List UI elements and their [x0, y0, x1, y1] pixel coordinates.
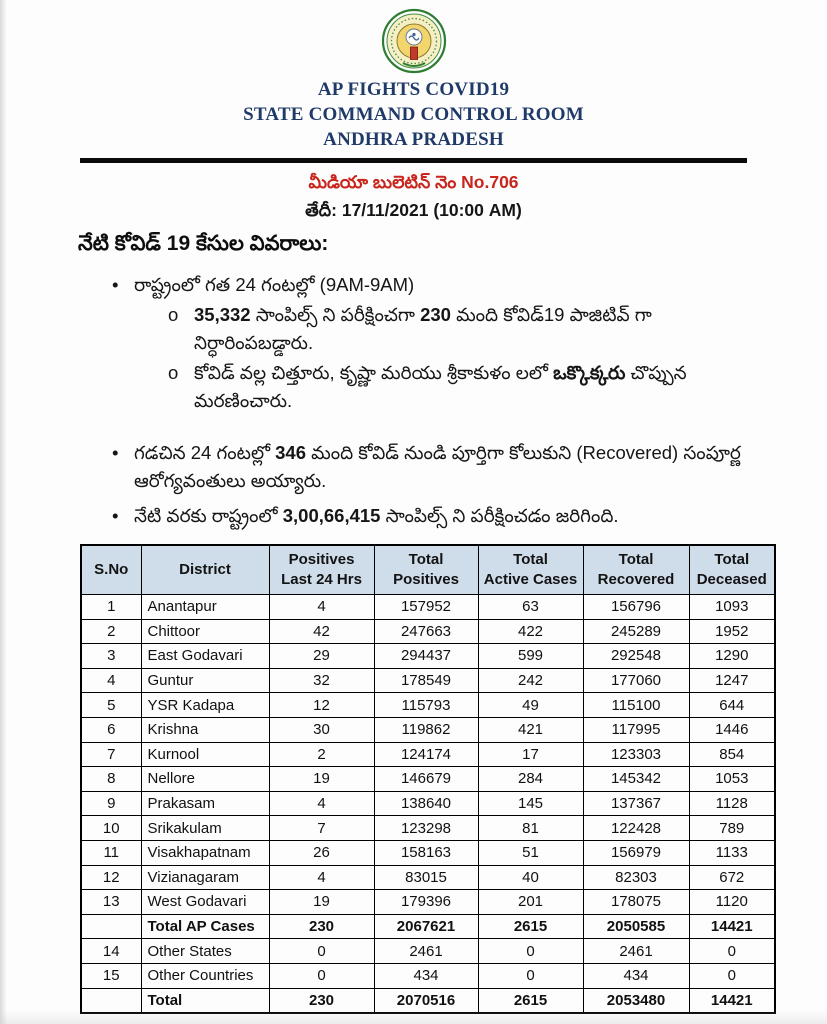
cell-total-positives: 123298: [374, 816, 478, 841]
cell-total-deceased: 1952: [689, 619, 775, 644]
cell-total-deceased: 14421: [689, 914, 775, 939]
cell-total-deceased: 1093: [689, 595, 775, 620]
cell-total-active: 422: [478, 619, 583, 644]
cell-sno: 4: [81, 668, 141, 693]
cell-total-deceased: 1120: [689, 890, 775, 915]
cell-total-positives: 157952: [374, 595, 478, 620]
cell-total-positives: 247663: [374, 619, 478, 644]
cell-total-recovered: 434: [583, 963, 689, 988]
cell-total-active: 2615: [478, 914, 583, 939]
cell-total-positives: 2067621: [374, 914, 478, 939]
title-line-2: STATE COMMAND CONTROL ROOM: [243, 104, 584, 125]
cell-total-recovered: 156796: [583, 595, 689, 620]
cell-total-deceased: 854: [689, 742, 775, 767]
bullet-dot-marker: •: [112, 505, 119, 526]
cell-total-deceased: 1290: [689, 644, 775, 669]
cell-positives-24h: 26: [269, 840, 374, 865]
cell-total-deceased: 789: [689, 816, 775, 841]
table-row: [81, 693, 775, 718]
cell-total-active: 40: [478, 865, 583, 890]
cell-total-positives: 179396: [374, 890, 478, 915]
cell-total-recovered: 115100: [583, 693, 689, 718]
page-bottom-shadow: [0, 1010, 827, 1024]
media-bulletin-number: మీడియా బులెటిన్ నెం No.706: [308, 172, 519, 192]
cell-positives-24h: 12: [269, 693, 374, 718]
cell-district: Total AP Cases: [141, 914, 269, 939]
cell-total-deceased: 1446: [689, 717, 775, 742]
cell-sno: 3: [81, 644, 141, 669]
cell-total-positives: 115793: [374, 693, 478, 718]
cell-total-active: 63: [478, 595, 583, 620]
col-header-total-deceased: Total Deceased: [689, 545, 775, 595]
cell-district: Total: [141, 988, 269, 1013]
cell-sno: 9: [81, 791, 141, 816]
cell-sno: 6: [81, 717, 141, 742]
table-row: [81, 644, 775, 669]
cell-district: East Godavari: [141, 644, 269, 669]
cell-total-recovered: 2053480: [583, 988, 689, 1013]
cell-total-recovered: 117995: [583, 717, 689, 742]
cell-sno: 13: [81, 890, 141, 915]
table-header: [81, 545, 775, 595]
col-header-total-recovered: Total Recovered: [583, 545, 689, 595]
cell-total-positives: 124174: [374, 742, 478, 767]
table-row: [81, 939, 775, 964]
cell-total-active: 421: [478, 717, 583, 742]
cell-total-recovered: 2050585: [583, 914, 689, 939]
cell-district: Other Countries: [141, 963, 269, 988]
cell-sno: [81, 914, 141, 939]
cell-total-deceased: 14421: [689, 988, 775, 1013]
cell-total-positives: 434: [374, 963, 478, 988]
table-row: [81, 767, 775, 792]
table-row: [81, 619, 775, 644]
bullet-text: నేటి వరకు రాష్ట్రంలో 3,00,66,415 సాంపిల్స్ ని పరీక్షించడం జరిగింది.: [134, 505, 619, 526]
cell-positives-24h: 7: [269, 816, 374, 841]
cell-positives-24h: 19: [269, 767, 374, 792]
cell-total-deceased: 1133: [689, 840, 775, 865]
cell-total-positives: 294437: [374, 644, 478, 669]
cell-positives-24h: 19: [269, 890, 374, 915]
cell-district: Visakhapatnam: [141, 840, 269, 865]
cell-district: Other States: [141, 939, 269, 964]
table-row: [81, 717, 775, 742]
bullet-circle-marker: o: [168, 362, 179, 383]
title-line-1: AP FIGHTS COVID19: [317, 79, 510, 100]
cell-district: Krishna: [141, 717, 269, 742]
cell-total-deceased: 672: [689, 865, 775, 890]
bullet-recovered-24h: [112, 439, 827, 495]
cell-total-positives: 2070516: [374, 988, 478, 1013]
col-header-sno: S.No: [81, 545, 141, 595]
bullet-deaths-districts: [168, 359, 827, 415]
cell-total-positives: 158163: [374, 840, 478, 865]
table-row: [81, 890, 775, 915]
bullet-text: రాష్ట్రంలో గత 24 గంటల్లో (9AM-9AM): [134, 274, 415, 295]
cell-total-active: 17: [478, 742, 583, 767]
cell-total-active: 2615: [478, 988, 583, 1013]
cell-total-recovered: 177060: [583, 668, 689, 693]
table-row: [81, 914, 775, 939]
table-row: [81, 816, 775, 841]
cell-total-active: 201: [478, 890, 583, 915]
cell-positives-24h: 32: [269, 668, 374, 693]
cell-total-deceased: 0: [689, 963, 775, 988]
cell-sno: 7: [81, 742, 141, 767]
cell-sno: 14: [81, 939, 141, 964]
cell-sno: 1: [81, 595, 141, 620]
cell-total-active: 81: [478, 816, 583, 841]
cell-total-positives: 138640: [374, 791, 478, 816]
cell-sno: 5: [81, 693, 141, 718]
cell-total-positives: 119862: [374, 717, 478, 742]
bullet-last24h: [112, 271, 827, 299]
cell-total-recovered: 2461: [583, 939, 689, 964]
cell-total-positives: 178549: [374, 668, 478, 693]
bulletin-header: [0, 0, 827, 152]
bullet-text: గడచిన 24 గంటల్లో 346 మంది కోవిడ్ నుండి పూర్తిగా కోలుకుని (Recovered) సంపూర్ణ ఆరోగ్యవంతులు అయ్యారు.: [134, 442, 741, 491]
cell-total-recovered: 82303: [583, 865, 689, 890]
cell-district: Anantapur: [141, 595, 269, 620]
cell-positives-24h: 30: [269, 717, 374, 742]
page-edge-shadow: [0, 0, 7, 1024]
header-divider: [80, 158, 747, 163]
cell-district: Guntur: [141, 668, 269, 693]
cell-district: Prakasam: [141, 791, 269, 816]
cell-district: Vizianagaram: [141, 865, 269, 890]
cell-positives-24h: 4: [269, 791, 374, 816]
table-row: [81, 595, 775, 620]
bullet-text: 35,332 సాంపిల్స్ ని పరీక్షించగా 230 మంది కోవిడ్19 పాజిటివ్ గా నిర్ధారింపబడ్డారు.: [194, 304, 652, 353]
cell-positives-24h: 2: [269, 742, 374, 767]
cell-positives-24h: 4: [269, 865, 374, 890]
cell-total-recovered: 292548: [583, 644, 689, 669]
cell-total-active: 284: [478, 767, 583, 792]
bulletin-date: తేదీ: 17/11/2021 (10:00 AM): [305, 200, 522, 220]
cell-total-active: 145: [478, 791, 583, 816]
cell-total-positives: 83015: [374, 865, 478, 890]
cell-total-deceased: 1247: [689, 668, 775, 693]
title-line-3: ANDHRA PRADESH: [323, 129, 504, 150]
ap-state-emblem-icon: [379, 7, 449, 77]
cell-total-deceased: 1053: [689, 767, 775, 792]
cell-sno: 12: [81, 865, 141, 890]
cell-total-deceased: 1128: [689, 791, 775, 816]
bullet-dot-marker: •: [112, 274, 119, 295]
cell-district: Srikakulam: [141, 816, 269, 841]
cell-total-recovered: 123303: [583, 742, 689, 767]
bullet-samples-tested-24h: [168, 301, 827, 357]
cell-district: Nellore: [141, 767, 269, 792]
cell-sno: 2: [81, 619, 141, 644]
cell-total-recovered: 245289: [583, 619, 689, 644]
col-header-positives-24h: Positives Last 24 Hrs: [269, 545, 374, 595]
cell-positives-24h: 0: [269, 939, 374, 964]
cell-total-recovered: 145342: [583, 767, 689, 792]
table-row: [81, 791, 775, 816]
cell-district: Chittoor: [141, 619, 269, 644]
bullet-circle-marker: o: [168, 304, 179, 325]
cell-positives-24h: 42: [269, 619, 374, 644]
cell-total-active: 51: [478, 840, 583, 865]
cell-total-recovered: 122428: [583, 816, 689, 841]
cell-positives-24h: 230: [269, 914, 374, 939]
cell-total-active: 242: [478, 668, 583, 693]
cell-sno: 8: [81, 767, 141, 792]
table-header-row: [81, 545, 775, 595]
table-body: [81, 595, 775, 1014]
cell-district: Kurnool: [141, 742, 269, 767]
section-heading: నేటి కోవిడ్ 19 కేసుల వివరాలు:: [78, 232, 329, 255]
cell-total-active: 0: [478, 963, 583, 988]
cell-total-active: 599: [478, 644, 583, 669]
cell-total-positives: 146679: [374, 767, 478, 792]
table-row: [81, 963, 775, 988]
cell-positives-24h: 0: [269, 963, 374, 988]
table-row: [81, 668, 775, 693]
cell-positives-24h: 230: [269, 988, 374, 1013]
cell-total-recovered: 137367: [583, 791, 689, 816]
cell-total-recovered: 156979: [583, 840, 689, 865]
bullet-total-samples: [112, 502, 827, 530]
bullet-text: కోవిడ్ వల్ల చిత్తూరు, కృష్ణా మరియు శ్రీకాకుళం లలో ఒక్కొక్కరు చొప్పున మరణించారు.: [194, 362, 687, 411]
col-header-total-positives: Total Positives: [374, 545, 478, 595]
cell-total-deceased: 0: [689, 939, 775, 964]
cell-sno: 11: [81, 840, 141, 865]
cell-positives-24h: 4: [269, 595, 374, 620]
cell-positives-24h: 29: [269, 644, 374, 669]
cell-sno: 10: [81, 816, 141, 841]
bullet-dot-marker: •: [112, 442, 119, 463]
table-row: [81, 840, 775, 865]
district-cases-table: [80, 544, 776, 1014]
col-header-district: District: [141, 545, 269, 595]
cell-district: West Godavari: [141, 890, 269, 915]
col-header-total-active: Total Active Cases: [478, 545, 583, 595]
cell-total-positives: 2461: [374, 939, 478, 964]
table-row: [81, 865, 775, 890]
summary-bullets: [0, 271, 827, 530]
cell-district: YSR Kadapa: [141, 693, 269, 718]
table-row: [81, 742, 775, 767]
cell-total-deceased: 644: [689, 693, 775, 718]
cell-total-recovered: 178075: [583, 890, 689, 915]
cell-sno: 15: [81, 963, 141, 988]
cell-total-active: 49: [478, 693, 583, 718]
cell-total-active: 0: [478, 939, 583, 964]
